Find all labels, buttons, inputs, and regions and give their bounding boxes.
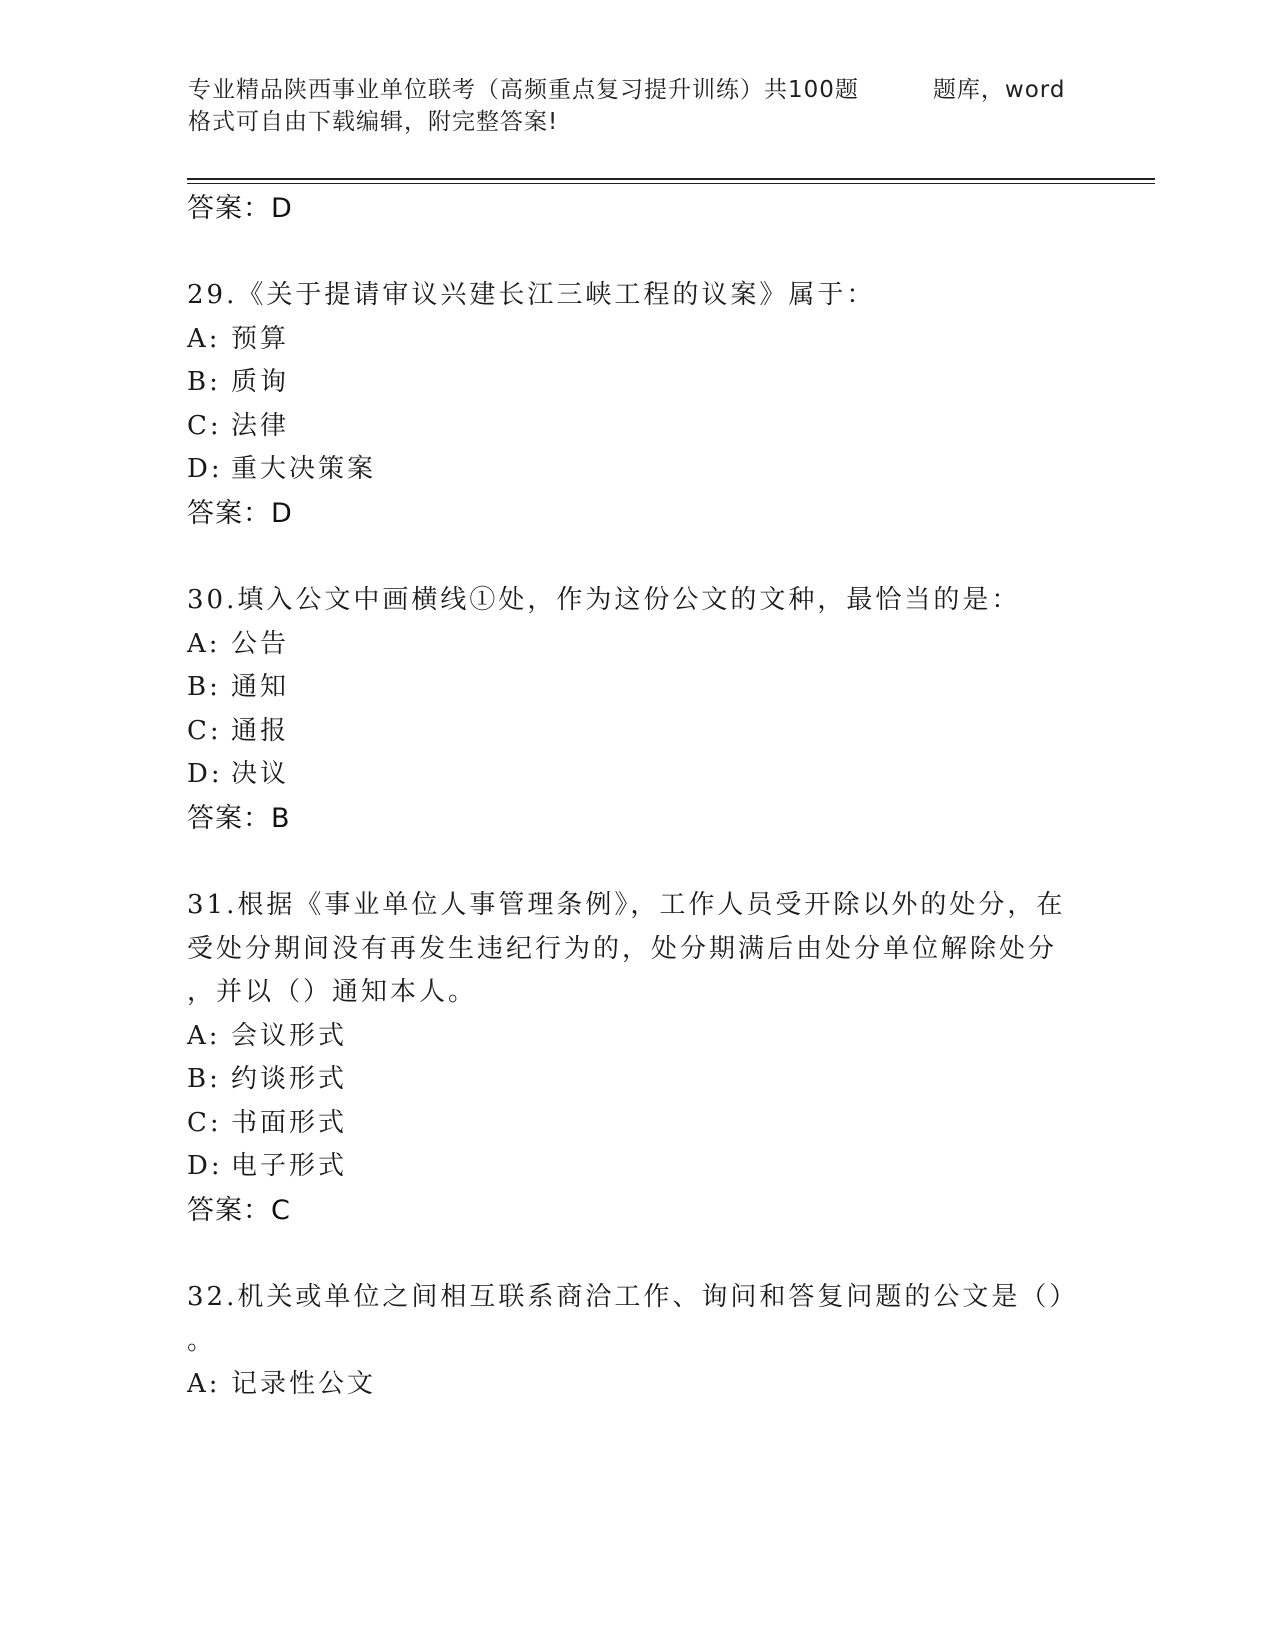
question-stem: 32.机关或单位之间相互联系商洽工作、询问和答复问题的公文是（） (187, 1282, 1079, 1312)
option-text: 法律 (231, 411, 290, 441)
option-letter: A: (187, 1021, 221, 1051)
question-stem: ，并以（）通知本人。 (187, 977, 478, 1007)
header-title-suffix: 题库，word (932, 77, 1066, 103)
option-text: 会议形式 (231, 1021, 348, 1051)
header-title: 专业精品陕西事业单位联考（高频重点复习提升训练）共100题 (188, 77, 859, 103)
option-letter: A: (187, 1369, 221, 1399)
answer-line: 答案：D (187, 193, 293, 224)
option-letter: A: (187, 629, 221, 659)
option-letter: B: (187, 367, 221, 397)
page-header (188, 74, 1088, 138)
question-stem: 31.根据《事业单位人事管理条例》，工作人员受开除以外的处分，在 (187, 890, 1066, 920)
option-text: 书面形式 (231, 1108, 348, 1138)
option-text: 记录性公文 (231, 1369, 377, 1399)
option-letter: D: (187, 1151, 223, 1181)
option-letter: D: (187, 759, 223, 789)
option-a (187, 623, 289, 660)
question-stem: 30.填入公文中画横线①处，作为这份公文的文种，最恰当的是： (187, 585, 1021, 615)
option-d (187, 753, 289, 790)
header-divider-thin (187, 183, 1155, 184)
option-text: 通知 (231, 672, 290, 702)
option-text: 通报 (231, 716, 290, 746)
answer-line: 答案：C (187, 1195, 291, 1226)
option-a (187, 1363, 376, 1400)
answer-line: 答案：D (187, 498, 293, 529)
option-text: 预算 (231, 324, 290, 354)
option-letter: D: (187, 454, 223, 484)
answer-line: 答案：B (187, 803, 291, 834)
option-letter: A: (187, 324, 221, 354)
option-b (187, 361, 289, 398)
option-letter: C: (187, 411, 222, 441)
option-text: 电子形式 (231, 1151, 348, 1181)
option-b (187, 1058, 347, 1095)
option-d (187, 448, 376, 485)
option-text: 质询 (231, 367, 290, 397)
option-text: 公告 (231, 629, 290, 659)
option-text: 决议 (231, 759, 290, 789)
option-letter: C: (187, 716, 222, 746)
header-line-1 (188, 74, 1088, 106)
option-a (187, 1015, 347, 1052)
option-letter: B: (187, 672, 221, 702)
header-line-2: 格式可自由下载编辑，附完整答案! (188, 109, 559, 135)
option-d (187, 1145, 347, 1182)
option-c (187, 710, 289, 747)
header-divider-thick (187, 178, 1155, 180)
option-b (187, 666, 289, 703)
option-c (187, 405, 289, 442)
option-c (187, 1102, 347, 1139)
option-text: 重大决策案 (231, 454, 377, 484)
option-letter: B: (187, 1064, 221, 1094)
option-letter: C: (187, 1108, 222, 1138)
question-stem: 29.《关于提请审议兴建长江三峡工程的议案》属于： (187, 280, 876, 310)
option-a (187, 318, 289, 355)
question-stem: 受处分期间没有再发生违纪行为的，处分期满后由处分单位解除处分 (187, 934, 1058, 964)
question-stem: 。 (187, 1326, 217, 1356)
option-text: 约谈形式 (231, 1064, 348, 1094)
